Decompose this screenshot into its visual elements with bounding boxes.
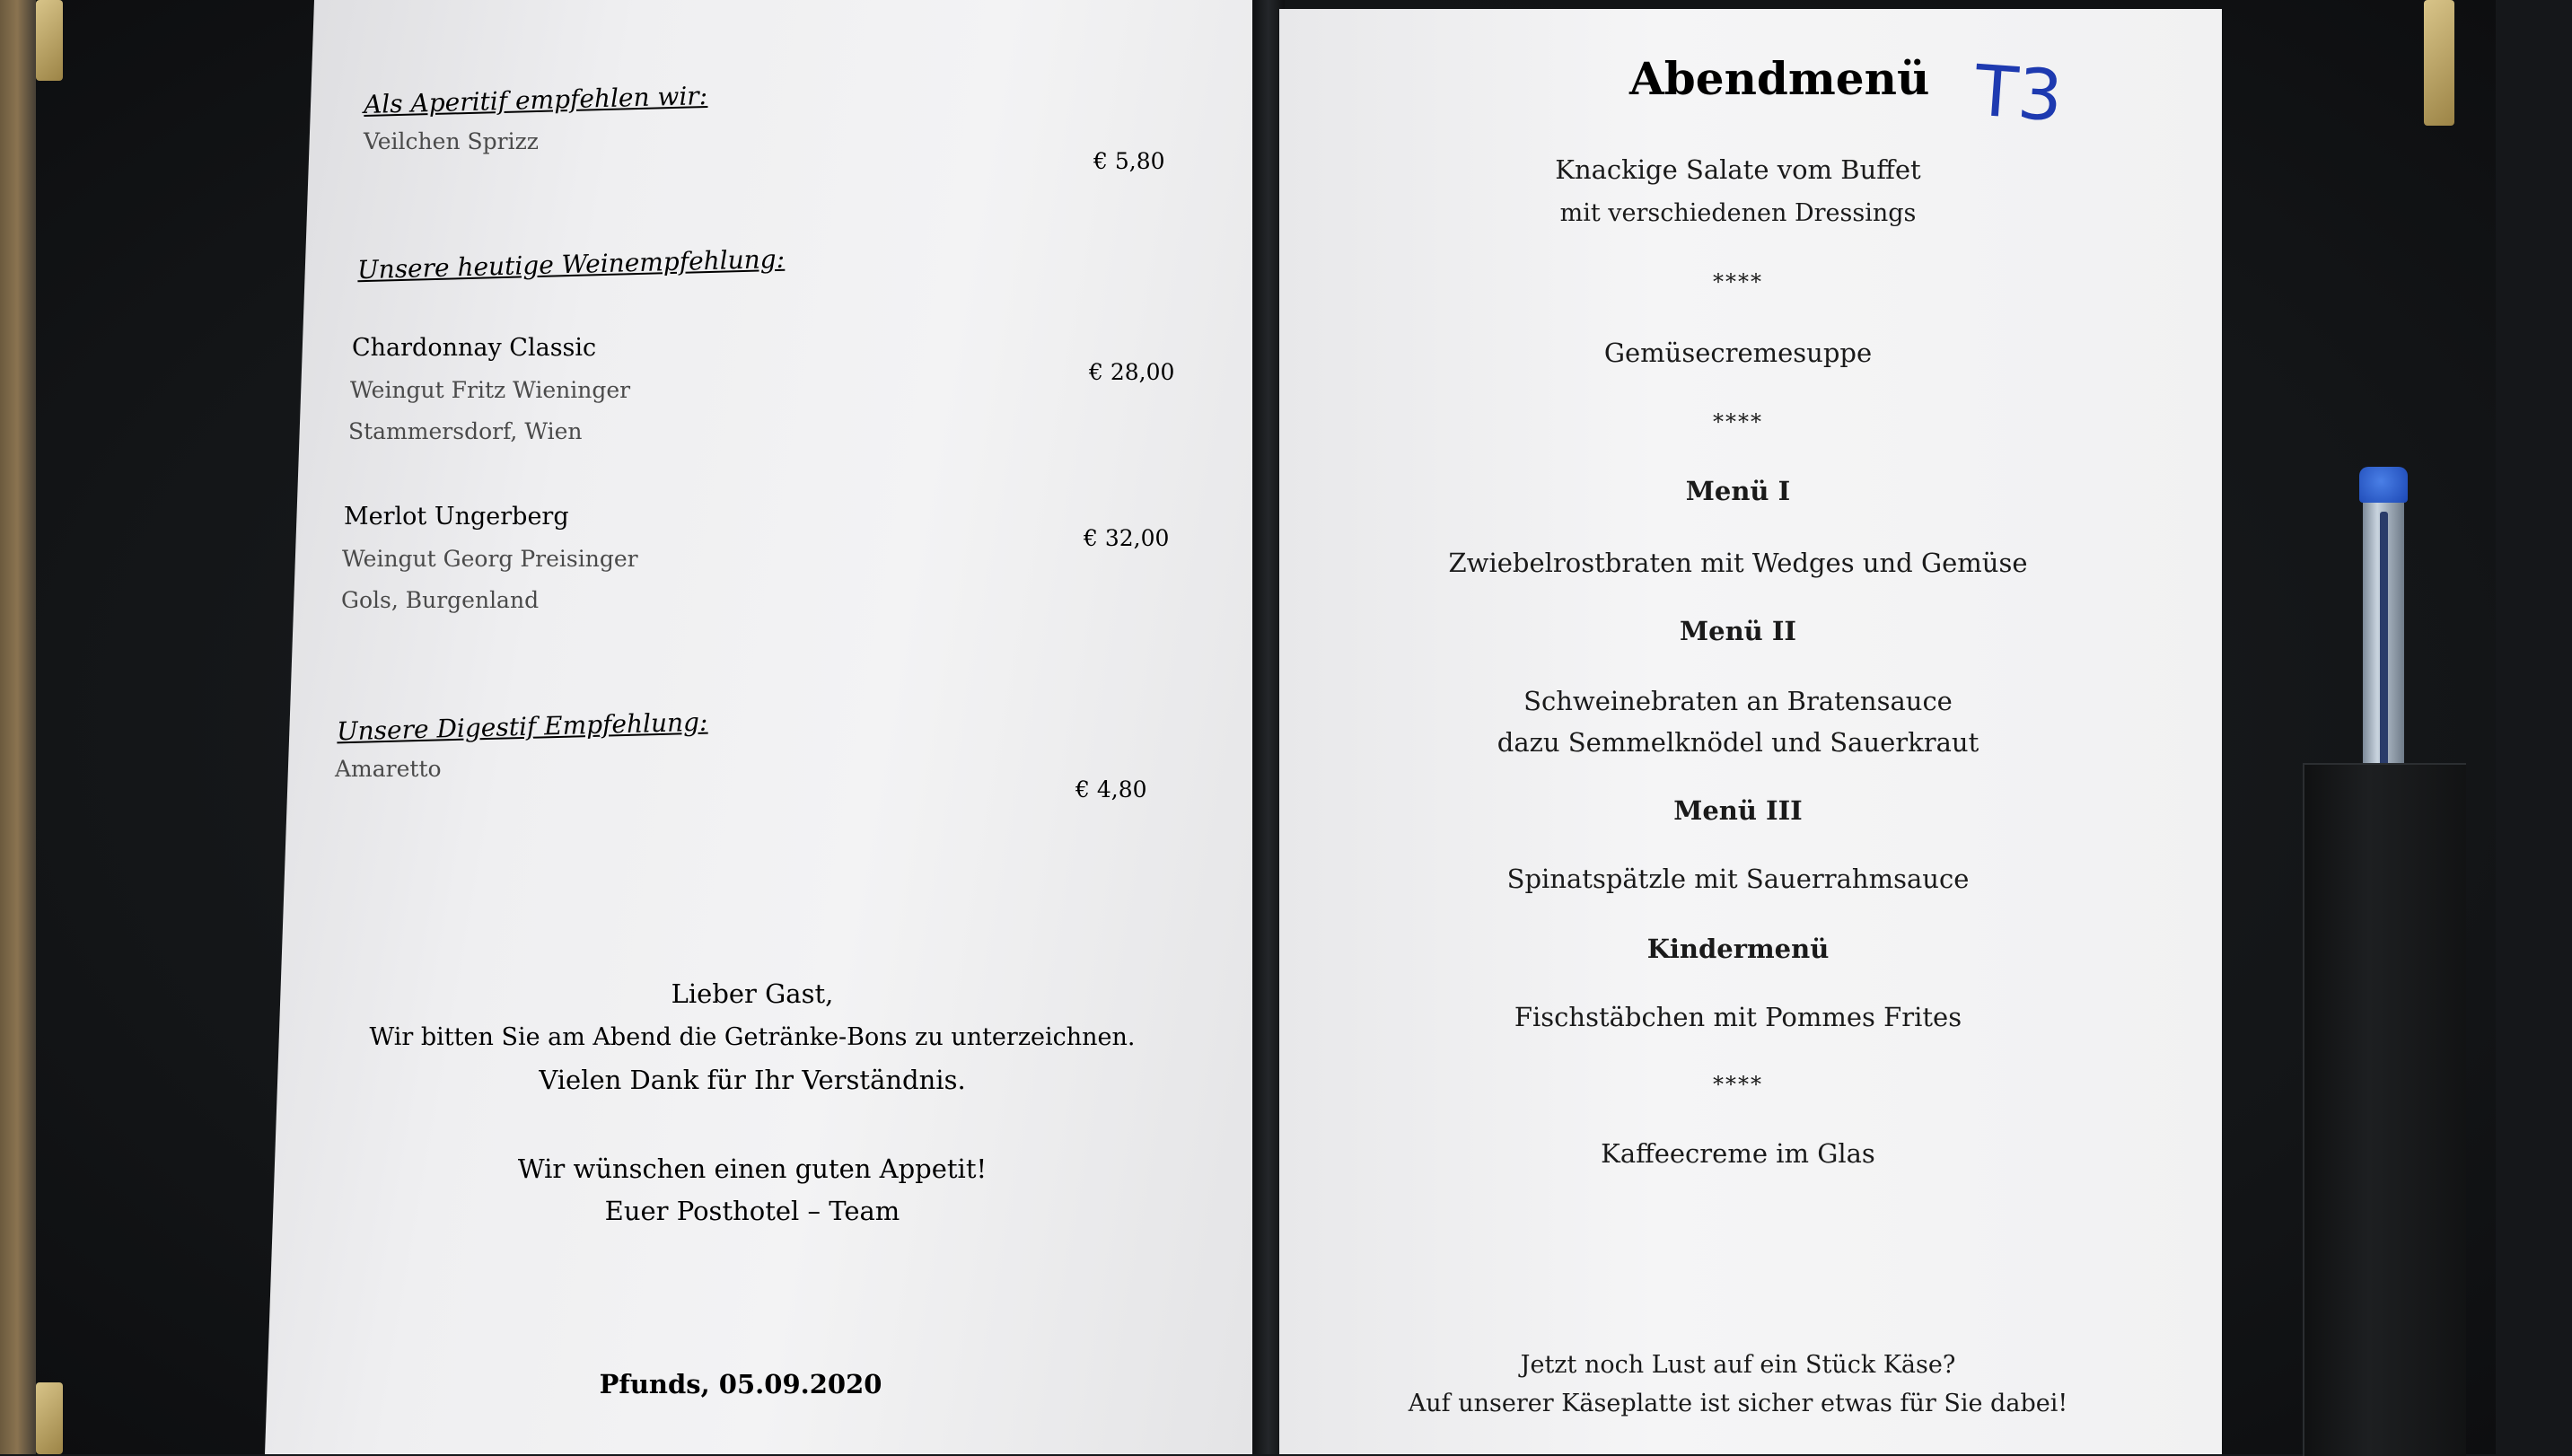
- message-thanks: Vielen Dank für Ihr Verständnis.: [539, 1065, 966, 1095]
- starter-line-2: mit verschiedenen Dressings: [1559, 199, 1917, 227]
- wine-2-price: € 32,00: [1084, 525, 1170, 551]
- aperitif-item: Veilchen Sprizz: [364, 128, 539, 154]
- wine-1-origin: Stammersdorf, Wien: [348, 418, 583, 444]
- menu-3-label: Menü III: [1673, 795, 1803, 826]
- menu-3-dish: Spinatspätzle mit Sauerrahmsauce: [1506, 864, 1970, 894]
- wine-1-producer: Weingut Fritz Wieninger: [350, 377, 631, 403]
- folder-corner-bottom-left: [36, 1382, 63, 1454]
- pen-pocket: [2303, 763, 2466, 1456]
- digestif-item: Amaretto: [335, 756, 442, 782]
- wine-2-name: Merlot Ungerberg: [344, 503, 569, 531]
- folder-corner-top-right: [2424, 0, 2454, 126]
- menu-title: Abendmenü: [1629, 52, 1930, 105]
- wine-1-name: Chardonnay Classic: [352, 334, 597, 362]
- table-number-note: T3: [1971, 50, 2066, 138]
- menu-1-label: Menü I: [1685, 476, 1791, 506]
- wine-1-price: € 28,00: [1089, 359, 1175, 385]
- separator-3: ****: [1713, 1072, 1763, 1097]
- menu-2-label: Menü II: [1680, 616, 1796, 646]
- cheese-line-1: Jetzt noch Lust auf ein Stück Käse?: [1520, 1351, 1956, 1379]
- aperitif-price: € 5,80: [1093, 148, 1165, 174]
- aperitif-heading: Als Aperitif empfehlen wir:: [363, 80, 708, 120]
- menu-1-dish: Zwiebelrostbraten mit Wedges und Gemüse: [1448, 548, 2028, 578]
- wine-2-origin: Gols, Burgenland: [341, 587, 540, 613]
- separator-1: ****: [1713, 269, 1763, 294]
- dessert: Kaffeecreme im Glas: [1601, 1138, 1875, 1169]
- kids-menu-label: Kindermenü: [1646, 934, 1830, 964]
- cheese-line-2: Auf unserer Käseplatte ist sicher etwas für Sie dabei!: [1408, 1390, 2068, 1417]
- menu-2-dish-line-1: Schweinebraten an Bratensauce: [1523, 686, 1953, 716]
- separator-2: ****: [1713, 409, 1763, 434]
- digestif-price: € 4,80: [1075, 776, 1147, 803]
- wine-2-producer: Weingut Georg Preisinger: [342, 546, 638, 572]
- message-request: Wir bitten Sie am Abend die Getränke-Bons zu unterzeichnen.: [369, 1023, 1136, 1051]
- message-appetit: Wir wünschen einen guten Appetit!: [517, 1153, 988, 1184]
- wine-heading: Unsere heutige Weinempfehlung:: [356, 243, 786, 285]
- soup: Gemüsecremesuppe: [1603, 338, 1873, 368]
- message-greeting: Lieber Gast,: [671, 978, 834, 1009]
- pen-refill: [2380, 512, 2388, 772]
- date-footer: Pfunds, 05.09.2020: [599, 1369, 882, 1399]
- menu-2-dish-line-2: dazu Semmelknödel und Sauerkraut: [1497, 727, 1979, 758]
- kids-menu-dish: Fischstäbchen mit Pommes Frites: [1514, 1002, 1962, 1032]
- digestif-heading: Unsere Digestif Empfehlung:: [336, 706, 708, 747]
- message-signature: Euer Posthotel – Team: [604, 1196, 900, 1226]
- pen-cap: [2359, 467, 2408, 503]
- starter-line-1: Knackige Salate vom Buffet: [1555, 154, 1921, 185]
- folder-corner-top-left: [36, 0, 63, 81]
